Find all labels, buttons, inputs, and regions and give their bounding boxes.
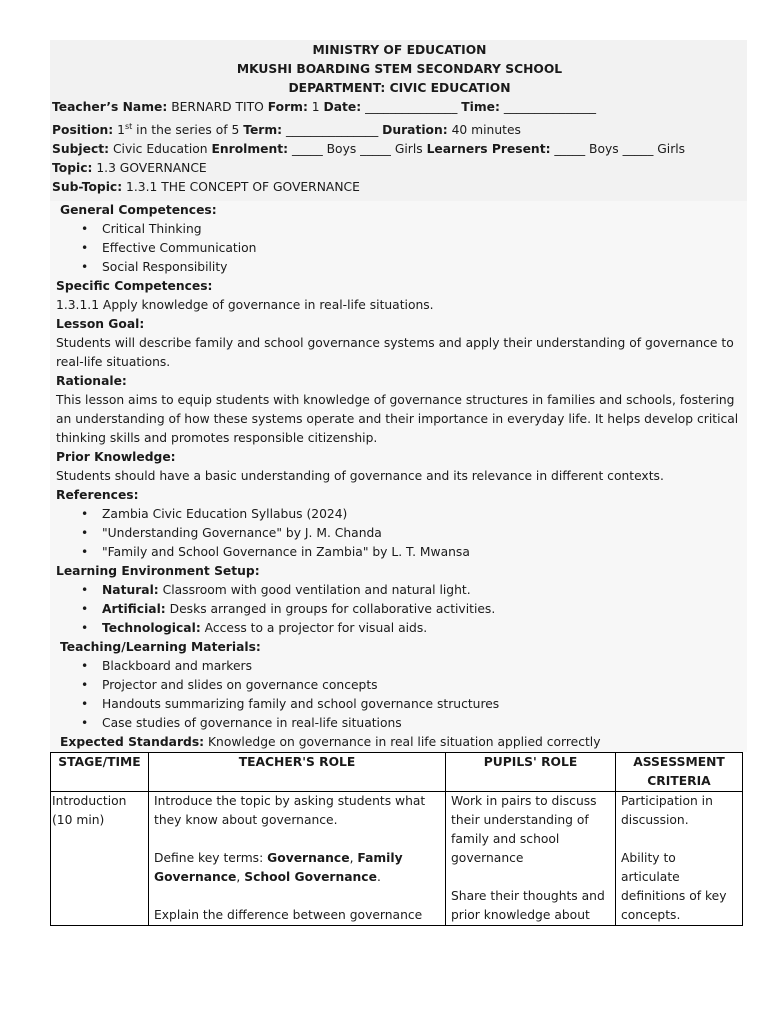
date-value: _______________ xyxy=(361,100,462,114)
expected-standards-label: Expected Standards: xyxy=(60,735,205,750)
column-header-assessment: ASSESSMENT CRITERIA xyxy=(616,753,743,792)
subject-value: Civic Education xyxy=(109,142,212,157)
pupils-role-share: Share their thoughts and prior knowledge about xyxy=(451,889,605,923)
list-item xyxy=(102,581,743,600)
table-header-row xyxy=(51,753,743,792)
term-end: . xyxy=(376,870,381,885)
column-header-teacher-role: TEACHER'S ROLE xyxy=(149,753,446,792)
topic-line xyxy=(52,159,747,178)
duration-value: 40 minutes xyxy=(447,123,521,138)
topic-label: Topic: xyxy=(52,161,93,176)
term-separator: , xyxy=(236,870,245,885)
lesson-plan-page xyxy=(50,40,747,926)
expected-standards xyxy=(56,733,743,752)
list-item: • "Family and School Governance in Zambia" by L. T. Mwansa xyxy=(102,543,743,562)
list-item: • Handouts summarizing family and school governance structures xyxy=(102,695,743,714)
general-competences-heading: General Competences: xyxy=(60,203,217,218)
teacher-line xyxy=(52,98,747,117)
table-row xyxy=(51,792,743,926)
specific-competences-heading: Specific Competences: xyxy=(56,279,213,294)
enrolment-value: _____ Boys _____ Girls xyxy=(288,142,427,157)
lesson-activity-table xyxy=(50,752,743,926)
position-rest: in the series of 5 xyxy=(132,123,244,138)
lesson-header xyxy=(50,40,747,201)
expected-standards-text: Knowledge on governance in real life situation applied correctly xyxy=(204,735,601,750)
teacher-role-intro: Introduce the topic by asking students what they know about governance. xyxy=(154,794,426,828)
enrolment-label: Enrolment: xyxy=(211,142,289,157)
pupils-role-cell xyxy=(446,792,616,926)
term-separator: , xyxy=(349,851,358,866)
term-label: Term: xyxy=(243,123,283,138)
stage-cell xyxy=(51,792,149,926)
term-value: _______________ xyxy=(282,123,383,138)
form-value: 1 xyxy=(307,100,324,114)
term-family-governance: Family Governance xyxy=(154,851,403,885)
learners-present-label: Learners Present: xyxy=(426,142,551,157)
column-header-stage: STAGE/TIME xyxy=(51,753,149,792)
list-item: • Zambia Civic Education Syllabus (2024) xyxy=(102,505,743,524)
lesson-body xyxy=(50,201,747,752)
prior-knowledge-text: Students should have a basic understanding of governance and its relevance in different contexts. xyxy=(56,469,664,484)
list-item: • Projector and slides on governance concepts xyxy=(102,676,743,695)
environment-heading: Learning Environment Setup: xyxy=(56,564,260,579)
teacher-value: BERNARD TITO xyxy=(167,100,268,114)
time-label: Time: xyxy=(461,100,500,114)
school-name: MKUSHI BOARDING STEM SECONDARY SCHOOL xyxy=(236,62,563,76)
stage-name: Introduction xyxy=(52,794,127,809)
materials-list xyxy=(56,657,743,733)
rationale-heading: Rationale: xyxy=(56,374,127,389)
teacher-label: Teacher’s Name: xyxy=(52,100,168,114)
specific-competences-text: 1.3.1.1 Apply knowledge of governance in real-life situations. xyxy=(56,298,434,313)
assessment-cell xyxy=(616,792,743,926)
references-heading: References: xyxy=(56,488,139,503)
assessment-articulate: Ability to articulate definitions of key concepts. xyxy=(621,851,727,923)
subtopic-label: Sub-Topic: xyxy=(52,180,123,195)
list-item: • "Understanding Governance" by J. M. Chanda xyxy=(102,524,743,543)
date-label: Date: xyxy=(323,100,362,114)
general-competences-list xyxy=(56,220,743,277)
form-label: Form: xyxy=(267,100,308,114)
topic-value: 1.3 GOVERNANCE xyxy=(92,161,207,176)
position-superscript: st xyxy=(124,122,133,131)
stage-time: (10 min) xyxy=(52,813,105,828)
term-governance: Governance xyxy=(267,851,350,866)
list-item xyxy=(102,619,743,638)
lesson-goal-heading: Lesson Goal: xyxy=(56,317,145,332)
list-item xyxy=(102,600,743,619)
list-item: • Critical Thinking xyxy=(102,220,743,239)
prior-knowledge-heading: Prior Knowledge: xyxy=(56,450,176,465)
column-header-pupils-role: PUPILS' ROLE xyxy=(446,753,616,792)
ministry-title: MINISTRY OF EDUCATION xyxy=(312,43,487,57)
teacher-role-define xyxy=(154,849,440,887)
department-name: DEPARTMENT: CIVIC EDUCATION xyxy=(288,81,511,95)
term-school-governance: School Governance xyxy=(244,870,377,885)
define-prefix: Define key terms: xyxy=(154,851,268,866)
subject-line xyxy=(52,140,747,159)
subject-label: Subject: xyxy=(52,142,110,157)
rationale-text: This lesson aims to equip students with knowledge of governance structures in families and schools, fostering an understanding of how these systems operate and their importance in everyday life. It helps develop critical thinking skills and promotes responsible citizenship. xyxy=(56,393,739,446)
environment-item-text: Access to a projector for visual aids. xyxy=(200,621,428,636)
subtopic-line xyxy=(52,178,747,197)
environment-item-text: Desks arranged in groups for collaborative activities. xyxy=(165,602,496,617)
position-value: 1 xyxy=(113,123,125,138)
pupils-role-discuss: Work in pairs to discuss their understanding of family and school governance xyxy=(451,794,597,866)
environment-item-text: Classroom with good ventilation and natural light. xyxy=(158,583,471,598)
list-item: • Case studies of governance in real-life situations xyxy=(102,714,743,733)
environment-item-label: Technological: xyxy=(102,621,201,636)
references-list xyxy=(56,505,743,562)
materials-heading: Teaching/Learning Materials: xyxy=(60,640,261,655)
teacher-role-cell xyxy=(149,792,446,926)
position-label: Position: xyxy=(52,123,114,138)
environment-item-label: Natural: xyxy=(102,583,159,598)
list-item: • Social Responsibility xyxy=(102,258,743,277)
learners-present-value: _____ Boys _____ Girls xyxy=(550,142,686,157)
lesson-goal-text: Students will describe family and school governance systems and apply their understanding of governance to real-life situations. xyxy=(56,336,734,370)
duration-label: Duration: xyxy=(382,123,448,138)
assessment-participation: Participation in discussion. xyxy=(621,794,713,828)
teacher-role-explain: Explain the difference between governance xyxy=(154,908,423,923)
time-value: _______________ xyxy=(499,100,597,114)
environment-list xyxy=(56,581,743,638)
list-item: • Blackboard and markers xyxy=(102,657,743,676)
position-line xyxy=(52,117,747,140)
list-item: • Effective Communication xyxy=(102,239,743,258)
environment-item-label: Artificial: xyxy=(102,602,166,617)
subtopic-value: 1.3.1 THE CONCEPT OF GOVERNANCE xyxy=(122,180,360,195)
